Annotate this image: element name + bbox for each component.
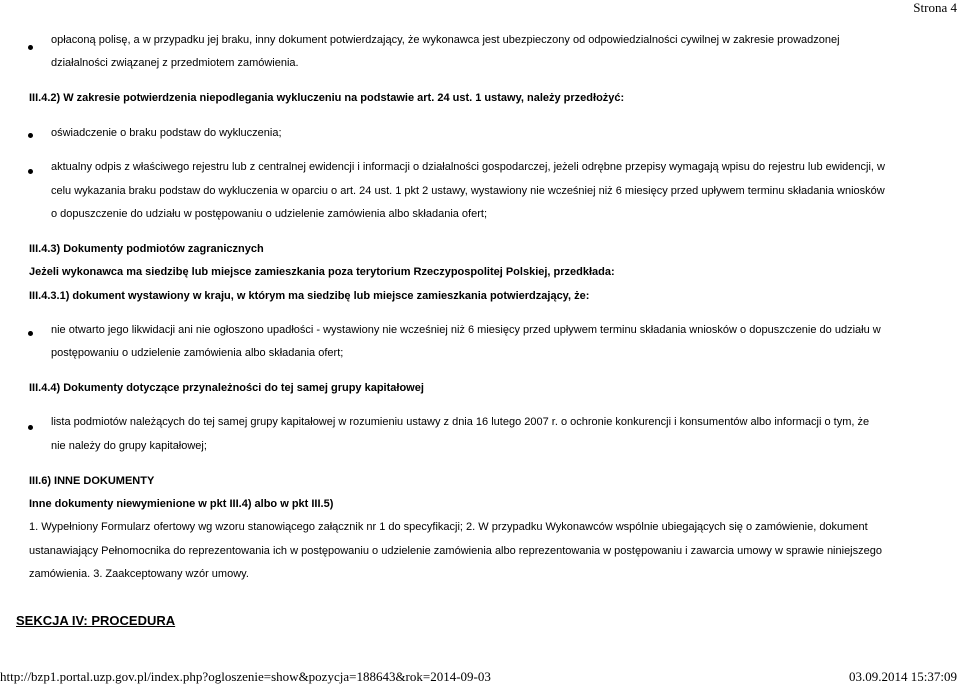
heading-3-6: III.6) INNE DOKUMENTY	[29, 475, 155, 487]
bullet-icon	[28, 45, 33, 50]
section-iv-title: SEKCJA IV: PROCEDURA	[16, 613, 176, 628]
inne-line-2: ustanawiający Pełnomocnika do reprezentowania ich w postępowaniu o udzielenie zamówienia albo reprezentowania w postępowaniu i zawarcia umowy w sprawie niniejszego	[29, 545, 882, 557]
polisa-line-1	[51, 34, 954, 46]
bullet-icon	[28, 133, 33, 138]
heading-3-4-3: III.4.3) Dokumenty podmiotów zagranicznych	[29, 243, 264, 255]
heading-3-4-2: III.4.2) W zakresie potwierdzenia niepodlegania wykluczeniu na podstawie art. 24 ust. 1 ustawy, należy przedłożyć:	[29, 92, 625, 104]
inne-line-3: zamówienia. 3. Zaakceptowany wzór umowy.	[29, 568, 249, 580]
grupa-line-2: nie należy do grupy kapitałowej;	[51, 440, 207, 452]
page-number: Strona 4	[913, 0, 957, 15]
grupa-line-1: lista podmiotów należących do tej samej grupy kapitałowej w rozumieniu ustawy z dnia 16 lutego 2007 r. o ochronie konkurencji i konsumentów albo informacji o tym, że	[51, 416, 870, 428]
polisa-line-2: działalności związanej z przedmiotem zamówienia.	[51, 57, 299, 69]
heading-3-6-sub: Inne dokumenty niewymienione w pkt III.4) albo w pkt III.5)	[29, 498, 334, 510]
likwidacja-line-1: nie otwarto jego likwidacji ani nie ogłoszono upadłości - wystawiony nie wcześniej niż 6 miesięcy przed upływem terminu składania wniosków o dopuszczenie do udziału w	[51, 324, 881, 336]
heading-3-4-3-sub: Jeżeli wykonawca ma siedzibę lub miejsce zamieszkania poza terytorium Rzeczypospolitej Polskiej, przedkłada:	[29, 266, 615, 278]
bullet-icon	[28, 331, 33, 336]
footer-timestamp: 03.09.2014 15:37:09	[849, 669, 957, 684]
odpis-line-1: aktualny odpis z właściwego rejestru lub z centralnej ewidencji i informacji o działalności gospodarczej, jeżeli odrębne przepisy wymagają wpisu do rejestru lub ewidencji, w	[51, 161, 885, 173]
odpis-line-2: celu wykazania braku podstaw do wykluczenia w oparciu o art. 24 ust. 1 pkt 2 ustawy, wystawiony nie wcześniej niż 6 miesięcy przed upływem terminu składania wniosków	[51, 185, 885, 197]
odpis-line-3: o dopuszczenie do udziału w postępowaniu o udzielenie zamówienia albo składania ofert;	[51, 208, 488, 220]
polisa-text-1: opłaconą polisę, a w przypadku jej braku, inny dokument potwierdzający, że wykonawca jest ubezpieczony od odpowiedzialności cywilnej w zakresie prowadzonej	[51, 34, 840, 46]
heading-3-4-4: III.4.4) Dokumenty dotyczące przynależności do tej samej grupy kapitałowej	[29, 382, 424, 394]
likwidacja-line-2: postępowaniu o udzielenie zamówienia albo składania ofert;	[51, 347, 344, 359]
inne-line-1: 1. Wypełniony Formularz ofertowy wg wzoru stanowiącego załącznik nr 1 do specyfikacji; 2. W przypadku Wykonawców wspólnie ubiegających się o zamówienie, dokument	[29, 521, 868, 533]
oswiadczenie-item: oświadczenie o braku podstaw do wykluczenia;	[51, 127, 282, 139]
heading-3-4-3-1: III.4.3.1) dokument wystawiony w kraju, w którym ma siedzibę lub miejsce zamieszkania potwierdzający, że:	[29, 290, 590, 302]
footer-url: http://bzp1.portal.uzp.gov.pl/index.php?ogloszenie=show&pozycja=188643&rok=2014-09-03	[0, 669, 491, 684]
bullet-icon	[28, 169, 33, 174]
bullet-icon	[28, 425, 33, 430]
